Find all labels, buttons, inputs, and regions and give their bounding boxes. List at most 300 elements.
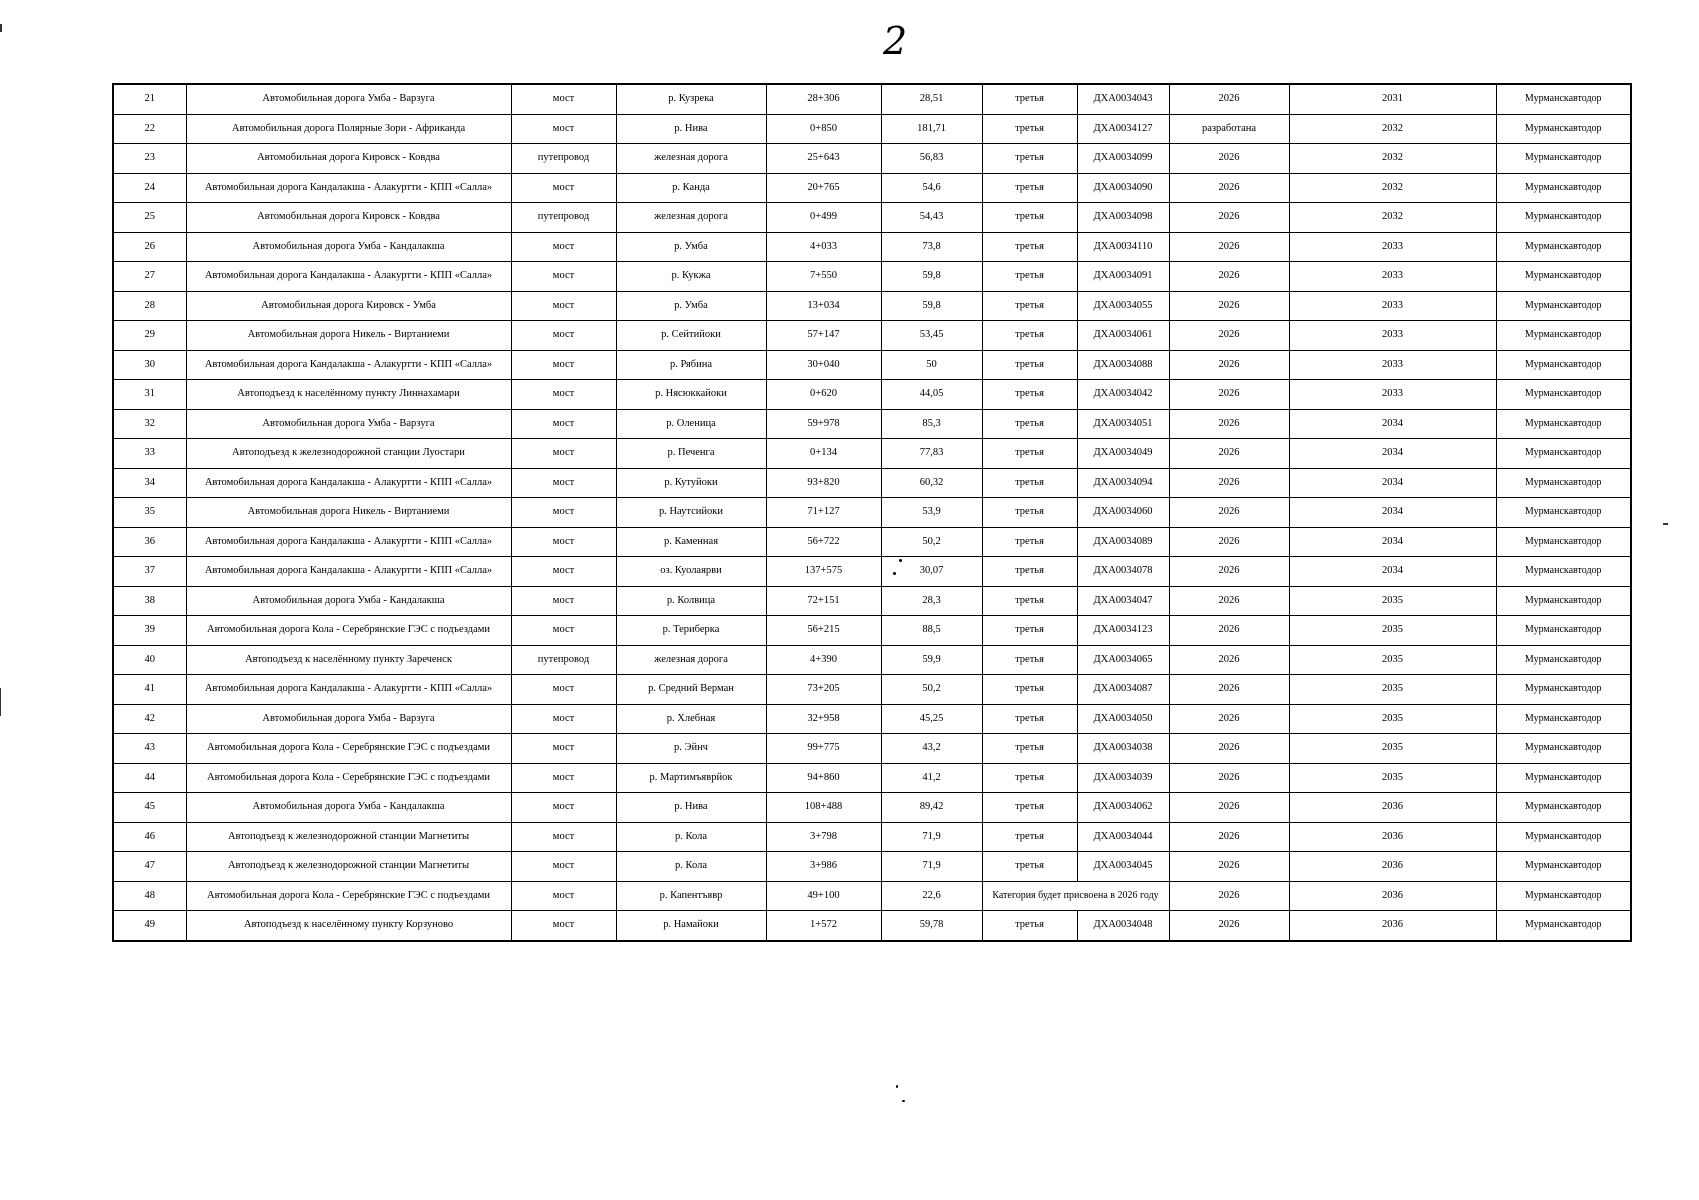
cell-category: третья	[982, 498, 1077, 528]
table-row	[113, 439, 1631, 469]
table-row	[113, 380, 1631, 410]
cell-structure-type: путепровод	[511, 144, 616, 174]
cell-organization: Мурманскавтодор	[1496, 498, 1631, 528]
table-row	[113, 704, 1631, 734]
cell-location: 3+986	[766, 852, 881, 882]
cell-category: третья	[982, 321, 1077, 351]
cell-structure-type: мост	[511, 763, 616, 793]
cell-structure-type: мост	[511, 527, 616, 557]
cell-category: третья	[982, 262, 1077, 292]
table-row	[113, 822, 1631, 852]
cell-number: 43	[113, 734, 186, 764]
cell-road-name: Автомобильная дорога Кола - Серебрянские ГЭС с подъездами	[186, 616, 511, 646]
cell-year-documentation: 2026	[1169, 527, 1289, 557]
cell-year-work: 2034	[1289, 409, 1496, 439]
cell-year-documentation: 2026	[1169, 586, 1289, 616]
cell-obstacle: р. Канда	[616, 173, 766, 203]
cell-structure-type: мост	[511, 734, 616, 764]
cell-id: ДХА0034098	[1077, 203, 1169, 233]
cell-organization: Мурманскавтодор	[1496, 262, 1631, 292]
cell-obstacle: р. Рябина	[616, 350, 766, 380]
cell-year-work: 2033	[1289, 291, 1496, 321]
cell-category: третья	[982, 557, 1077, 587]
cell-id: ДХА0034039	[1077, 763, 1169, 793]
cell-number: 33	[113, 439, 186, 469]
cell-category: третья	[982, 291, 1077, 321]
cell-obstacle: р. Колвица	[616, 586, 766, 616]
cell-category: третья	[982, 203, 1077, 233]
table-row	[113, 852, 1631, 882]
table-row	[113, 409, 1631, 439]
table-row	[113, 498, 1631, 528]
scan-edge-mark	[1663, 523, 1668, 525]
cell-road-name: Автомобильная дорога Кировск - Ковдва	[186, 203, 511, 233]
cell-category: третья	[982, 793, 1077, 823]
cell-organization: Мурманскавтодор	[1496, 852, 1631, 882]
cell-id: ДХА0034048	[1077, 911, 1169, 941]
cell-obstacle: железная дорога	[616, 203, 766, 233]
cell-location: 56+722	[766, 527, 881, 557]
cell-structure-type: мост	[511, 557, 616, 587]
cell-location: 1+572	[766, 911, 881, 941]
cell-structure-type: мост	[511, 616, 616, 646]
cell-year-documentation: 2026	[1169, 409, 1289, 439]
cell-location: 0+620	[766, 380, 881, 410]
cell-category: третья	[982, 84, 1077, 114]
scan-speck	[893, 572, 896, 575]
cell-year-documentation: 2026	[1169, 822, 1289, 852]
cell-obstacle: оз. Куолаярви	[616, 557, 766, 587]
cell-length: 28,3	[881, 586, 982, 616]
cell-location: 71+127	[766, 498, 881, 528]
cell-obstacle: р. Териберка	[616, 616, 766, 646]
cell-length: 88,5	[881, 616, 982, 646]
structures-table	[112, 83, 1632, 942]
cell-year-documentation: 2026	[1169, 350, 1289, 380]
cell-road-name: Автомобильная дорога Никель - Виртаниеми	[186, 498, 511, 528]
table-row	[113, 557, 1631, 587]
cell-id: ДХА0034047	[1077, 586, 1169, 616]
cell-id: ДХА0034055	[1077, 291, 1169, 321]
cell-id: ДХА0034050	[1077, 704, 1169, 734]
cell-length: 59,8	[881, 291, 982, 321]
cell-year-work: 2032	[1289, 114, 1496, 144]
cell-road-name: Автомобильная дорога Кировск - Умба	[186, 291, 511, 321]
cell-id: ДХА0034062	[1077, 793, 1169, 823]
cell-obstacle: р. Мартимъяврйок	[616, 763, 766, 793]
cell-structure-type: мост	[511, 881, 616, 911]
cell-location: 56+215	[766, 616, 881, 646]
cell-length: 73,8	[881, 232, 982, 262]
cell-year-documentation: 2026	[1169, 675, 1289, 705]
cell-category: третья	[982, 852, 1077, 882]
cell-number: 34	[113, 468, 186, 498]
cell-road-name: Автомобильная дорога Кандалакша - Алакуртти - КПП «Салла»	[186, 675, 511, 705]
cell-obstacle: р. Наутсийоки	[616, 498, 766, 528]
cell-location: 20+765	[766, 173, 881, 203]
cell-length: 77,83	[881, 439, 982, 469]
cell-obstacle: р. Кола	[616, 852, 766, 882]
cell-year-documentation: 2026	[1169, 557, 1289, 587]
cell-year-documentation: 2026	[1169, 291, 1289, 321]
cell-location: 49+100	[766, 881, 881, 911]
cell-id: ДХА0034090	[1077, 173, 1169, 203]
cell-id: ДХА0034110	[1077, 232, 1169, 262]
cell-structure-type: мост	[511, 586, 616, 616]
cell-length: 181,71	[881, 114, 982, 144]
cell-location: 4+033	[766, 232, 881, 262]
cell-year-work: 2035	[1289, 763, 1496, 793]
cell-id: ДХА0034045	[1077, 852, 1169, 882]
table-row	[113, 291, 1631, 321]
cell-location: 99+775	[766, 734, 881, 764]
cell-structure-type: путепровод	[511, 645, 616, 675]
cell-id: ДХА0034123	[1077, 616, 1169, 646]
cell-organization: Мурманскавтодор	[1496, 468, 1631, 498]
cell-road-name: Автомобильная дорога Умба - Кандалакша	[186, 586, 511, 616]
cell-year-work: 2033	[1289, 350, 1496, 380]
table-body	[113, 84, 1631, 941]
table-row	[113, 645, 1631, 675]
cell-id: ДХА0034060	[1077, 498, 1169, 528]
cell-structure-type: мост	[511, 84, 616, 114]
cell-year-documentation: 2026	[1169, 232, 1289, 262]
cell-road-name: Автоподъезд к железнодорожной станции Магнетиты	[186, 852, 511, 882]
cell-road-name: Автомобильная дорога Полярные Зори - Африканда	[186, 114, 511, 144]
cell-id: ДХА0034042	[1077, 380, 1169, 410]
cell-id: ДХА0034049	[1077, 439, 1169, 469]
cell-year-documentation: 2026	[1169, 734, 1289, 764]
cell-obstacle: р. Каменная	[616, 527, 766, 557]
cell-number: 25	[113, 203, 186, 233]
cell-structure-type: мост	[511, 380, 616, 410]
cell-category: третья	[982, 350, 1077, 380]
cell-id: ДХА0034088	[1077, 350, 1169, 380]
cell-obstacle: р. Нива	[616, 114, 766, 144]
table-row	[113, 203, 1631, 233]
cell-obstacle: р. Умба	[616, 291, 766, 321]
cell-obstacle: р. Хлебная	[616, 704, 766, 734]
cell-location: 72+151	[766, 586, 881, 616]
cell-location: 59+978	[766, 409, 881, 439]
cell-year-work: 2035	[1289, 675, 1496, 705]
cell-id: ДХА0034091	[1077, 262, 1169, 292]
cell-obstacle: р. Печенга	[616, 439, 766, 469]
cell-road-name: Автомобильная дорога Кандалакша - Алакуртти - КПП «Салла»	[186, 173, 511, 203]
cell-year-work: 2034	[1289, 439, 1496, 469]
cell-id: ДХА0034087	[1077, 675, 1169, 705]
cell-number: 30	[113, 350, 186, 380]
cell-year-work: 2035	[1289, 586, 1496, 616]
cell-organization: Мурманскавтодор	[1496, 114, 1631, 144]
cell-year-documentation: 2026	[1169, 498, 1289, 528]
cell-length: 59,9	[881, 645, 982, 675]
cell-year-work: 2032	[1289, 203, 1496, 233]
cell-length: 53,45	[881, 321, 982, 351]
cell-year-work: 2031	[1289, 84, 1496, 114]
cell-number: 38	[113, 586, 186, 616]
cell-obstacle: р. Кукжа	[616, 262, 766, 292]
scan-speck	[899, 559, 902, 562]
cell-year-documentation: 2026	[1169, 321, 1289, 351]
cell-length: 45,25	[881, 704, 982, 734]
table-row	[113, 911, 1631, 941]
cell-location: 108+488	[766, 793, 881, 823]
cell-location: 13+034	[766, 291, 881, 321]
cell-road-name: Автомобильная дорога Кандалакша - Алакуртти - КПП «Салла»	[186, 262, 511, 292]
cell-organization: Мурманскавтодор	[1496, 881, 1631, 911]
cell-structure-type: мост	[511, 114, 616, 144]
cell-id: ДХА0034065	[1077, 645, 1169, 675]
cell-length: 71,9	[881, 822, 982, 852]
cell-organization: Мурманскавтодор	[1496, 350, 1631, 380]
cell-location: 0+499	[766, 203, 881, 233]
cell-year-documentation: 2026	[1169, 704, 1289, 734]
cell-category: Категория будет присвоена в 2026 году	[982, 881, 1169, 911]
cell-year-documentation: 2026	[1169, 911, 1289, 941]
cell-number: 40	[113, 645, 186, 675]
table-row	[113, 468, 1631, 498]
cell-year-work: 2034	[1289, 527, 1496, 557]
cell-category: третья	[982, 586, 1077, 616]
cell-organization: Мурманскавтодор	[1496, 232, 1631, 262]
cell-organization: Мурманскавтодор	[1496, 822, 1631, 852]
cell-category: третья	[982, 468, 1077, 498]
cell-year-documentation: 2026	[1169, 881, 1289, 911]
cell-year-documentation: 2026	[1169, 203, 1289, 233]
cell-number: 24	[113, 173, 186, 203]
cell-obstacle: р. Кузрека	[616, 84, 766, 114]
cell-number: 27	[113, 262, 186, 292]
scan-edge-mark	[0, 24, 2, 32]
cell-category: третья	[982, 645, 1077, 675]
cell-organization: Мурманскавтодор	[1496, 793, 1631, 823]
cell-id: ДХА0034061	[1077, 321, 1169, 351]
table-row	[113, 350, 1631, 380]
cell-location: 137+575	[766, 557, 881, 587]
cell-number: 42	[113, 704, 186, 734]
cell-structure-type: мост	[511, 439, 616, 469]
cell-organization: Мурманскавтодор	[1496, 203, 1631, 233]
cell-number: 26	[113, 232, 186, 262]
cell-structure-type: мост	[511, 498, 616, 528]
cell-obstacle: р. Намайоки	[616, 911, 766, 941]
cell-road-name: Автомобильная дорога Кандалакша - Алакуртти - КПП «Салла»	[186, 527, 511, 557]
cell-category: третья	[982, 173, 1077, 203]
cell-id: ДХА0034099	[1077, 144, 1169, 174]
cell-length: 71,9	[881, 852, 982, 882]
cell-organization: Мурманскавтодор	[1496, 763, 1631, 793]
cell-structure-type: путепровод	[511, 203, 616, 233]
cell-road-name: Автомобильная дорога Умба - Варзуга	[186, 409, 511, 439]
cell-year-documentation: 2026	[1169, 439, 1289, 469]
cell-length: 85,3	[881, 409, 982, 439]
cell-number: 21	[113, 84, 186, 114]
cell-year-work: 2035	[1289, 645, 1496, 675]
cell-year-work: 2033	[1289, 262, 1496, 292]
cell-year-work: 2033	[1289, 380, 1496, 410]
cell-obstacle: р. Нясюккайоки	[616, 380, 766, 410]
cell-category: третья	[982, 675, 1077, 705]
cell-structure-type: мост	[511, 321, 616, 351]
cell-structure-type: мост	[511, 704, 616, 734]
cell-organization: Мурманскавтодор	[1496, 911, 1631, 941]
cell-obstacle: р. Оленица	[616, 409, 766, 439]
cell-structure-type: мост	[511, 232, 616, 262]
cell-length: 59,8	[881, 262, 982, 292]
cell-road-name: Автоподъезд к населённому пункту Зареченск	[186, 645, 511, 675]
cell-organization: Мурманскавтодор	[1496, 173, 1631, 203]
cell-id: ДХА0034044	[1077, 822, 1169, 852]
cell-category: третья	[982, 232, 1077, 262]
cell-length: 43,2	[881, 734, 982, 764]
cell-road-name: Автоподъезд к железнодорожной станции Луостари	[186, 439, 511, 469]
cell-obstacle: р. Кутуйоки	[616, 468, 766, 498]
cell-number: 46	[113, 822, 186, 852]
cell-road-name: Автомобильная дорога Кировск - Ковдва	[186, 144, 511, 174]
cell-location: 30+040	[766, 350, 881, 380]
table-row	[113, 84, 1631, 114]
table-row	[113, 881, 1631, 911]
cell-category: третья	[982, 380, 1077, 410]
cell-length: 54,6	[881, 173, 982, 203]
cell-length: 30,07	[881, 557, 982, 587]
cell-obstacle: р. Нива	[616, 793, 766, 823]
cell-length: 60,32	[881, 468, 982, 498]
cell-obstacle: р. Кола	[616, 822, 766, 852]
scan-edge-mark	[0, 688, 1, 716]
cell-structure-type: мост	[511, 675, 616, 705]
cell-road-name: Автоподъезд к населённому пункту Корзуново	[186, 911, 511, 941]
cell-number: 36	[113, 527, 186, 557]
cell-year-work: 2035	[1289, 734, 1496, 764]
cell-road-name: Автомобильная дорога Кандалакша - Алакуртти - КПП «Салла»	[186, 557, 511, 587]
cell-organization: Мурманскавтодор	[1496, 557, 1631, 587]
cell-category: третья	[982, 114, 1077, 144]
table-row	[113, 173, 1631, 203]
cell-structure-type: мост	[511, 911, 616, 941]
page-number: 2	[883, 19, 908, 63]
cell-location: 28+306	[766, 84, 881, 114]
cell-road-name: Автомобильная дорога Кола - Серебрянские ГЭС с подъездами	[186, 763, 511, 793]
cell-road-name: Автомобильная дорога Кандалакша - Алакуртти - КПП «Салла»	[186, 468, 511, 498]
cell-id: ДХА0034127	[1077, 114, 1169, 144]
cell-number: 32	[113, 409, 186, 439]
cell-length: 28,51	[881, 84, 982, 114]
cell-organization: Мурманскавтодор	[1496, 586, 1631, 616]
cell-road-name: Автомобильная дорога Кола - Серебрянские ГЭС с подъездами	[186, 881, 511, 911]
cell-number: 35	[113, 498, 186, 528]
scan-speck	[896, 1085, 898, 1088]
cell-year-documentation: 2026	[1169, 144, 1289, 174]
cell-road-name: Автомобильная дорога Умба - Кандалакша	[186, 793, 511, 823]
table-row	[113, 144, 1631, 174]
cell-length: 50,2	[881, 527, 982, 557]
cell-year-work: 2032	[1289, 144, 1496, 174]
cell-year-work: 2036	[1289, 793, 1496, 823]
cell-number: 45	[113, 793, 186, 823]
cell-category: третья	[982, 911, 1077, 941]
cell-year-work: 2036	[1289, 822, 1496, 852]
cell-organization: Мурманскавтодор	[1496, 527, 1631, 557]
cell-id: ДХА0034038	[1077, 734, 1169, 764]
cell-obstacle: железная дорога	[616, 144, 766, 174]
cell-year-documentation: разработана	[1169, 114, 1289, 144]
cell-structure-type: мост	[511, 409, 616, 439]
cell-category: третья	[982, 734, 1077, 764]
cell-location: 0+850	[766, 114, 881, 144]
cell-organization: Мурманскавтодор	[1496, 704, 1631, 734]
cell-category: третья	[982, 439, 1077, 469]
cell-year-work: 2034	[1289, 468, 1496, 498]
cell-location: 0+134	[766, 439, 881, 469]
cell-year-documentation: 2026	[1169, 173, 1289, 203]
cell-organization: Мурманскавтодор	[1496, 409, 1631, 439]
cell-number: 44	[113, 763, 186, 793]
cell-year-documentation: 2026	[1169, 84, 1289, 114]
cell-number: 48	[113, 881, 186, 911]
cell-year-work: 2033	[1289, 232, 1496, 262]
cell-organization: Мурманскавтодор	[1496, 84, 1631, 114]
cell-road-name: Автоподъезд к населённому пункту Линнахамари	[186, 380, 511, 410]
cell-road-name: Автомобильная дорога Умба - Варзуга	[186, 704, 511, 734]
cell-road-name: Автомобильная дорога Умба - Кандалакша	[186, 232, 511, 262]
cell-year-documentation: 2026	[1169, 380, 1289, 410]
cell-structure-type: мост	[511, 262, 616, 292]
cell-number: 41	[113, 675, 186, 705]
cell-organization: Мурманскавтодор	[1496, 144, 1631, 174]
cell-length: 50,2	[881, 675, 982, 705]
table-row	[113, 616, 1631, 646]
cell-year-work: 2036	[1289, 881, 1496, 911]
cell-year-documentation: 2026	[1169, 645, 1289, 675]
cell-structure-type: мост	[511, 852, 616, 882]
cell-road-name: Автомобильная дорога Кола - Серебрянские ГЭС с подъездами	[186, 734, 511, 764]
scan-speck	[902, 1100, 905, 1102]
cell-location: 57+147	[766, 321, 881, 351]
cell-category: третья	[982, 409, 1077, 439]
cell-category: третья	[982, 822, 1077, 852]
cell-obstacle: р. Средний Верман	[616, 675, 766, 705]
table-row	[113, 321, 1631, 351]
cell-category: третья	[982, 616, 1077, 646]
cell-category: третья	[982, 144, 1077, 174]
cell-year-documentation: 2026	[1169, 616, 1289, 646]
cell-structure-type: мост	[511, 793, 616, 823]
cell-year-work: 2034	[1289, 557, 1496, 587]
cell-obstacle: р. Сейтийоки	[616, 321, 766, 351]
cell-organization: Мурманскавтодор	[1496, 291, 1631, 321]
cell-location: 4+390	[766, 645, 881, 675]
table-row	[113, 793, 1631, 823]
cell-organization: Мурманскавтодор	[1496, 380, 1631, 410]
cell-length: 44,05	[881, 380, 982, 410]
cell-obstacle: р. Эйнч	[616, 734, 766, 764]
cell-number: 49	[113, 911, 186, 941]
cell-number: 28	[113, 291, 186, 321]
cell-id: ДХА0034094	[1077, 468, 1169, 498]
cell-number: 23	[113, 144, 186, 174]
cell-year-work: 2036	[1289, 852, 1496, 882]
cell-year-work: 2032	[1289, 173, 1496, 203]
table-row	[113, 232, 1631, 262]
table-row	[113, 262, 1631, 292]
cell-structure-type: мост	[511, 291, 616, 321]
cell-year-documentation: 2026	[1169, 468, 1289, 498]
cell-year-work: 2034	[1289, 498, 1496, 528]
cell-obstacle: р. Капентъявр	[616, 881, 766, 911]
cell-road-name: Автомобильная дорога Кандалакша - Алакуртти - КПП «Салла»	[186, 350, 511, 380]
